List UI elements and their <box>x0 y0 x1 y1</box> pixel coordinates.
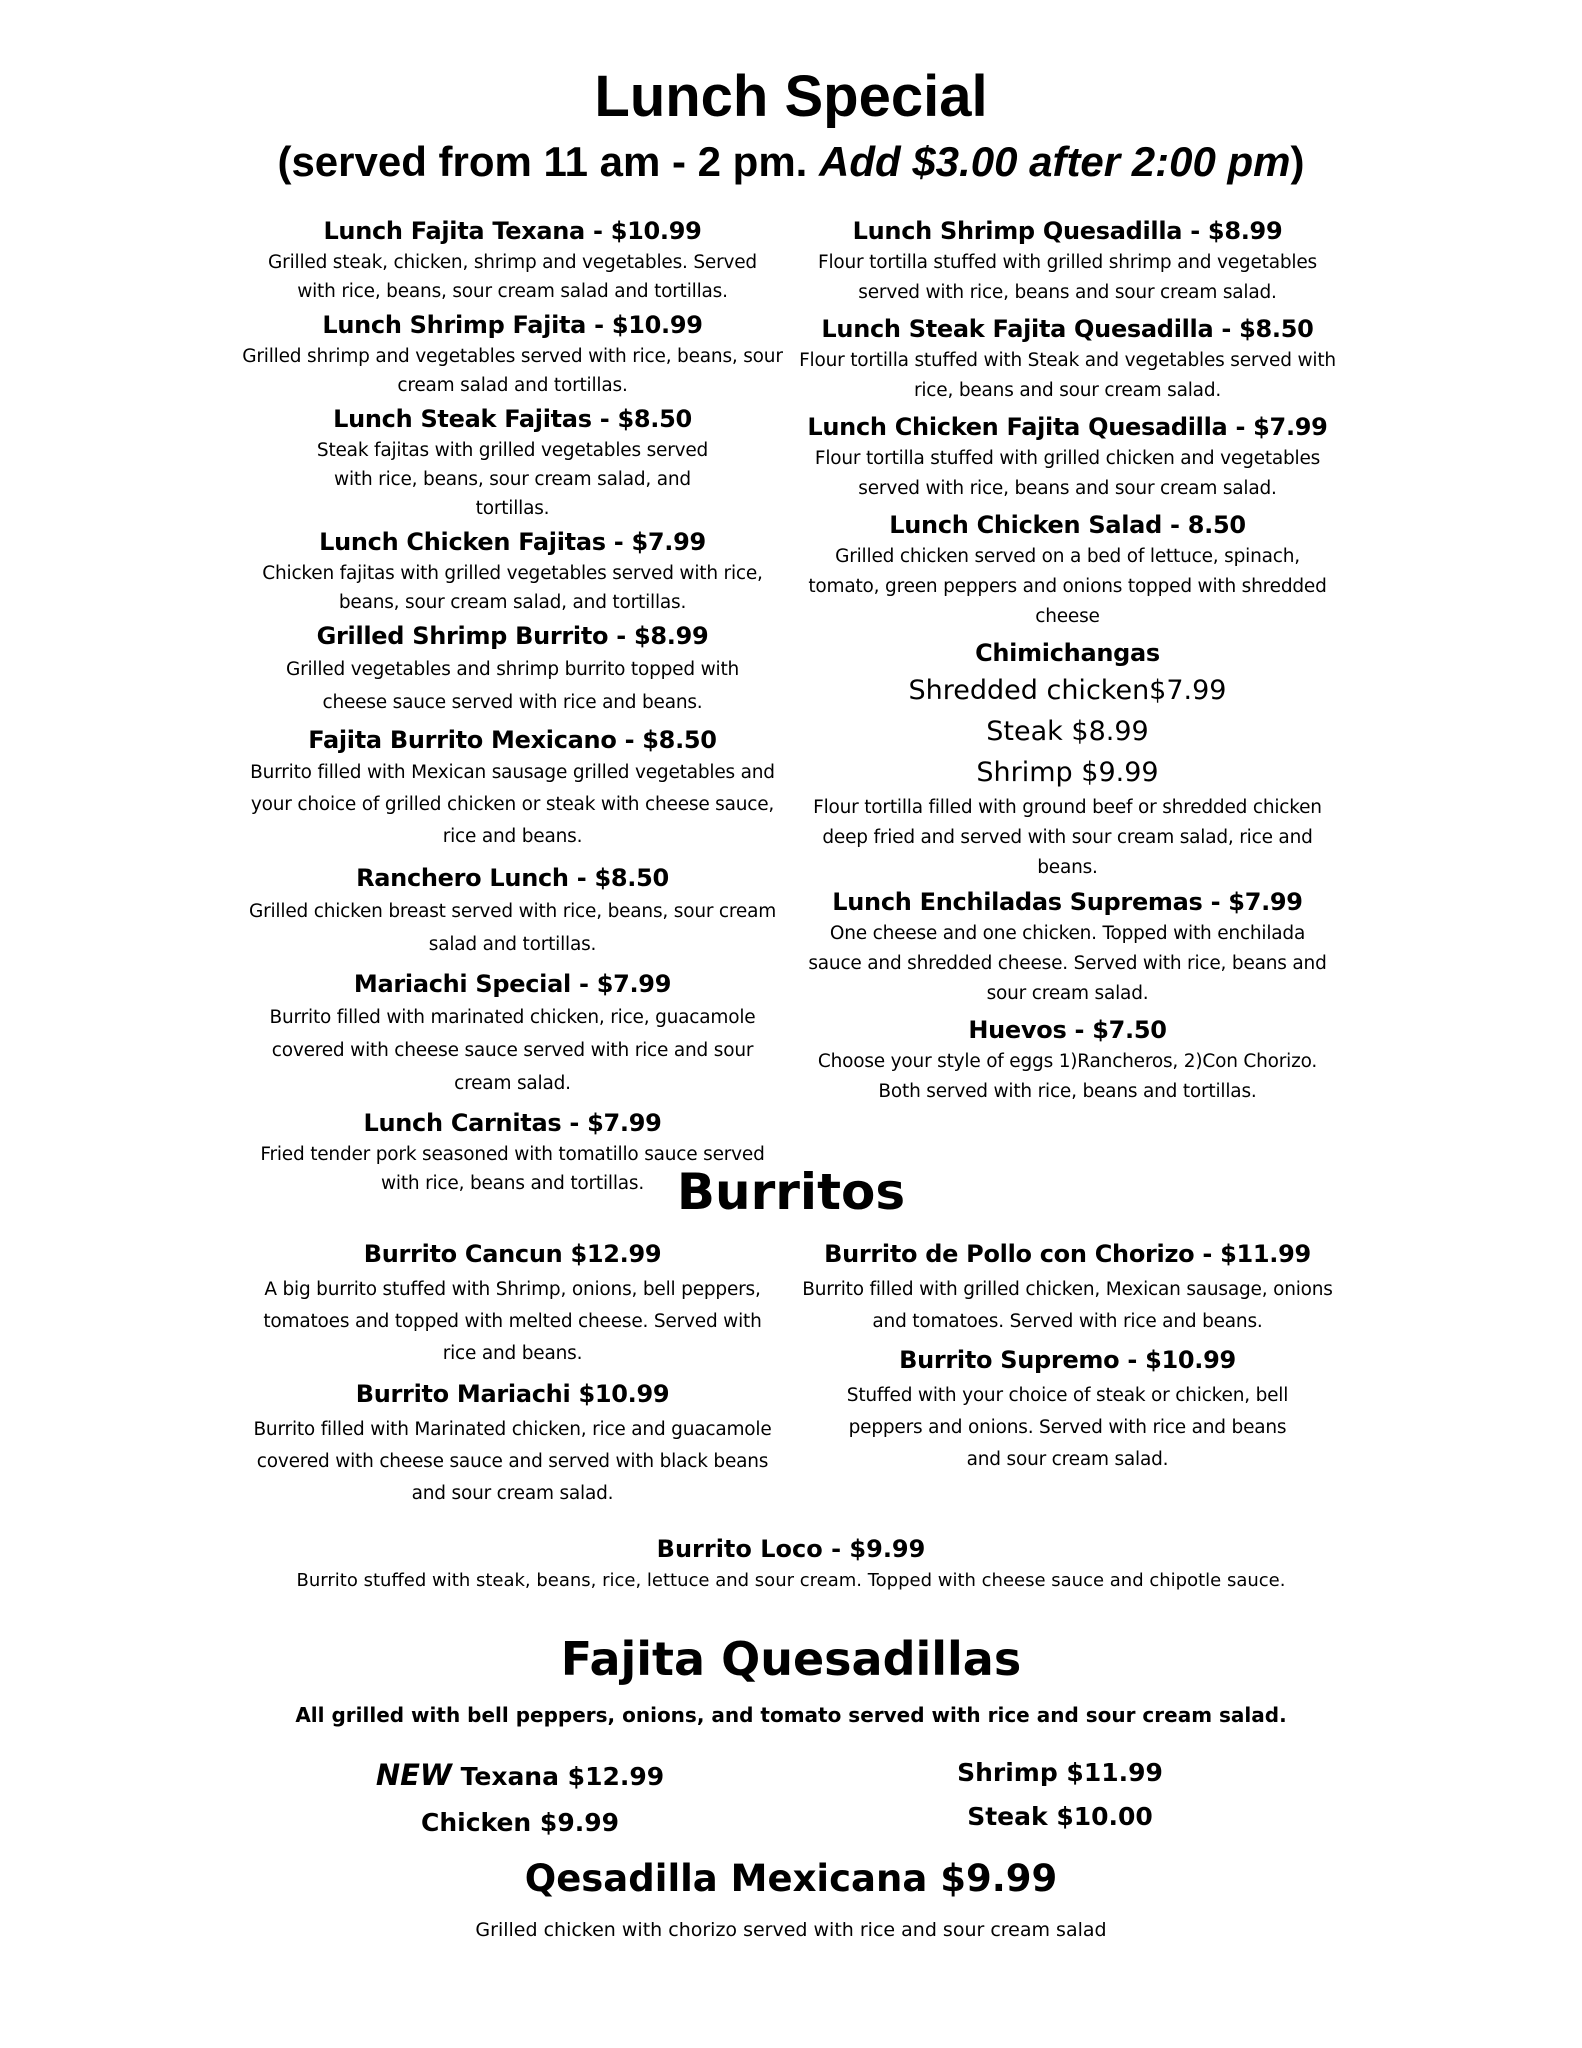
menu-item <box>240 1374 785 1510</box>
menu-item <box>790 312 1345 406</box>
menu-item-desc: Grilled shrimp and vegetables served with rice, beans, sour cream salad and tortillas. <box>242 346 783 396</box>
menu-item <box>790 1340 1345 1476</box>
menu-item-desc: Burrito filled with grilled chicken, Mexican sausage, onions and tomatoes. Served with rice and beans. <box>802 1279 1333 1332</box>
chimichanga-option: Shrimp $9.99 <box>976 757 1159 788</box>
menu-item-name: Lunch Carnitas - $7.99 <box>363 1109 662 1137</box>
lunch-special-hours <box>0 134 1582 190</box>
menu-item-name: Lunch Chicken Fajitas - $7.99 <box>319 528 706 556</box>
menu-item-desc: Choose your style of eggs 1)Rancheros, 2)Con Chorizo. Both served with rice, beans and tortillas. <box>817 1051 1318 1102</box>
fq-texana <box>360 1758 680 1794</box>
menu-item-name: Lunch Fajita Texana - $10.99 <box>323 217 702 245</box>
menu-item-desc: Flour tortilla stuffed with grilled chicken and vegetables served with rice, beans and sour cream salad. <box>814 448 1321 499</box>
burritos-section-title: Burritos <box>676 1163 906 1221</box>
hours-text: (served from 11 am - 2 pm. <box>277 138 820 185</box>
fq-steak: Steak $10.00 <box>967 1802 1153 1831</box>
menu-item-desc: Fried tender pork seasoned with tomatillo sauce served with rice, beans and tortillas. <box>260 1144 765 1194</box>
menu-item-name: Burrito Loco - $9.99 <box>656 1535 926 1563</box>
menu-item <box>240 525 785 617</box>
hours-surcharge-text: Add $3.00 after 2:00 pm <box>819 138 1291 185</box>
menu-item <box>790 214 1345 308</box>
menu-item-name: Mariachi Special - $7.99 <box>353 970 672 998</box>
chimichanga-option: Shredded chicken$7.99 <box>908 675 1227 706</box>
menu-item-desc: Flour tortilla stuffed with Steak and vegetables served with rice, beans and sour cream salad. <box>799 350 1336 401</box>
menu-item-desc: Burrito filled with Marinated chicken, rice and guacamole covered with cheese sauce and served with black beans and sour cream salad. <box>253 1419 772 1504</box>
menu-item <box>790 410 1345 504</box>
menu-item-desc: Flour tortilla stuffed with grilled shrimp and vegetables served with rice, beans and sour cream salad. <box>818 252 1317 303</box>
menu-item <box>240 967 785 1100</box>
fq-texana-label: Texana $12.99 <box>451 1762 665 1791</box>
menu-item <box>240 402 785 523</box>
chimichangas-item <box>790 636 1345 883</box>
chimichanga-option: Steak $8.99 <box>986 716 1149 747</box>
menu-item-name: Lunch Shrimp Quesadilla - $8.99 <box>852 217 1283 245</box>
menu-item-name: Lunch Enchiladas Supremas - $7.99 <box>832 888 1303 916</box>
menu-item-desc: One cheese and one chicken. Topped with enchilada sauce and shredded cheese. Served with rice, beans and sour cream salad. <box>808 923 1327 1004</box>
menu-item-name: Ranchero Lunch - $8.50 <box>356 864 669 892</box>
menu-item <box>240 214 785 306</box>
fq-chicken: Chicken $9.99 <box>420 1808 620 1837</box>
menu-item-desc: Grilled steak, chicken, shrimp and vegetables. Served with rice, beans, sour cream salad and tortillas. <box>268 252 757 302</box>
hours-close-paren: ) <box>1290 138 1305 185</box>
menu-item-desc: Burrito filled with Mexican sausage grilled vegetables and your choice of grilled chicken or steak with cheese sauce, rice and beans. <box>250 762 775 847</box>
menu-item-desc: Stuffed with your choice of steak or chicken, bell peppers and onions. Served with rice and beans and sour cream salad. <box>846 1385 1289 1470</box>
menu-item <box>790 508 1345 632</box>
menu-item-desc: Grilled vegetables and shrimp burrito topped with cheese sauce served with rice and beans. <box>285 659 740 713</box>
menu-item-name: Chimichangas <box>975 639 1160 667</box>
qesadilla-mexicana-desc: Grilled chicken with chorizo served with rice and sour cream salad <box>475 1919 1107 1941</box>
menu-item-desc: Burrito stuffed with steak, beans, rice, lettuce and sour cream. Topped with cheese sauce and chipotle sauce. <box>296 1570 1286 1591</box>
menu-item-desc: Steak fajitas with grilled vegetables served with rice, beans, sour cream salad, and tortillas. <box>316 440 709 519</box>
menu-item-name: Burrito Mariachi $10.99 <box>355 1380 670 1408</box>
menu-item-name: Burrito de Pollo con Chorizo - $11.99 <box>824 1240 1311 1268</box>
menu-item-desc: A big burrito stuffed with Shrimp, onions, bell peppers, tomatoes and topped with melted cheese. Served with rice and beans. <box>263 1279 762 1364</box>
menu-item <box>240 861 785 961</box>
lunch-left-column <box>240 214 785 1198</box>
menu-item-name: Lunch Chicken Salad - 8.50 <box>889 511 1246 539</box>
menu-item <box>240 308 785 400</box>
menu-item <box>240 723 785 853</box>
menu-item-name: Burrito Supremo - $10.99 <box>899 1346 1236 1374</box>
menu-item-desc: Burrito filled with marinated chicken, rice, guacamole covered with cheese sauce served with rice and sour cream salad. <box>269 1007 756 1094</box>
burrito-loco-item <box>0 1532 1582 1596</box>
menu-item-name: Grilled Shrimp Burrito - $8.99 <box>316 622 709 650</box>
menu-item-desc: Chicken fajitas with grilled vegetables served with rice, beans, sour cream salad, and tortillas. <box>262 563 763 613</box>
menu-item-name: Lunch Steak Fajita Quesadilla - $8.50 <box>821 315 1314 343</box>
menu-item-desc: Flour tortilla filled with ground beef or shredded chicken deep fried and served with sour cream salad, rice and beans. <box>813 797 1322 878</box>
menu-item <box>240 619 785 719</box>
fq-shrimp: Shrimp $11.99 <box>957 1758 1163 1787</box>
lunch-right-column <box>790 214 1345 1107</box>
burritos-right-column <box>790 1234 1345 1476</box>
menu-item-name: Fajita Burrito Mexicano - $8.50 <box>308 726 717 754</box>
menu-item-name: Lunch Shrimp Fajita - $10.99 <box>322 311 703 339</box>
menu-item-name: Huevos - $7.50 <box>968 1016 1167 1044</box>
menu-item-name: Burrito Cancun $12.99 <box>363 1240 662 1268</box>
menu-item <box>790 885 1345 1009</box>
new-badge: NEW <box>375 1758 452 1792</box>
menu-item-name: Lunch Steak Fajitas - $8.50 <box>333 405 692 433</box>
fajita-quesadillas-title: Fajita Quesadillas <box>560 1632 1022 1686</box>
burritos-left-column <box>240 1234 785 1510</box>
qesadilla-mexicana-title: Qesadilla Mexicana $9.99 <box>524 1857 1058 1900</box>
lunch-special-title: Lunch Special <box>594 64 988 129</box>
menu-item <box>240 1234 785 1370</box>
menu-item-desc: Grilled chicken served on a bed of lettuce, spinach, tomato, green peppers and onions topped with shredded cheese <box>808 546 1327 627</box>
menu-item <box>790 1013 1345 1107</box>
menu-item-desc: Grilled chicken breast served with rice, beans, sour cream salad and tortillas. <box>248 901 777 955</box>
fajita-quesadillas-note: All grilled with bell peppers, onions, and tomato served with rice and sour cream salad. <box>295 1703 1287 1727</box>
menu-item <box>790 1234 1345 1338</box>
menu-item-name: Lunch Chicken Fajita Quesadilla - $7.99 <box>807 413 1328 441</box>
